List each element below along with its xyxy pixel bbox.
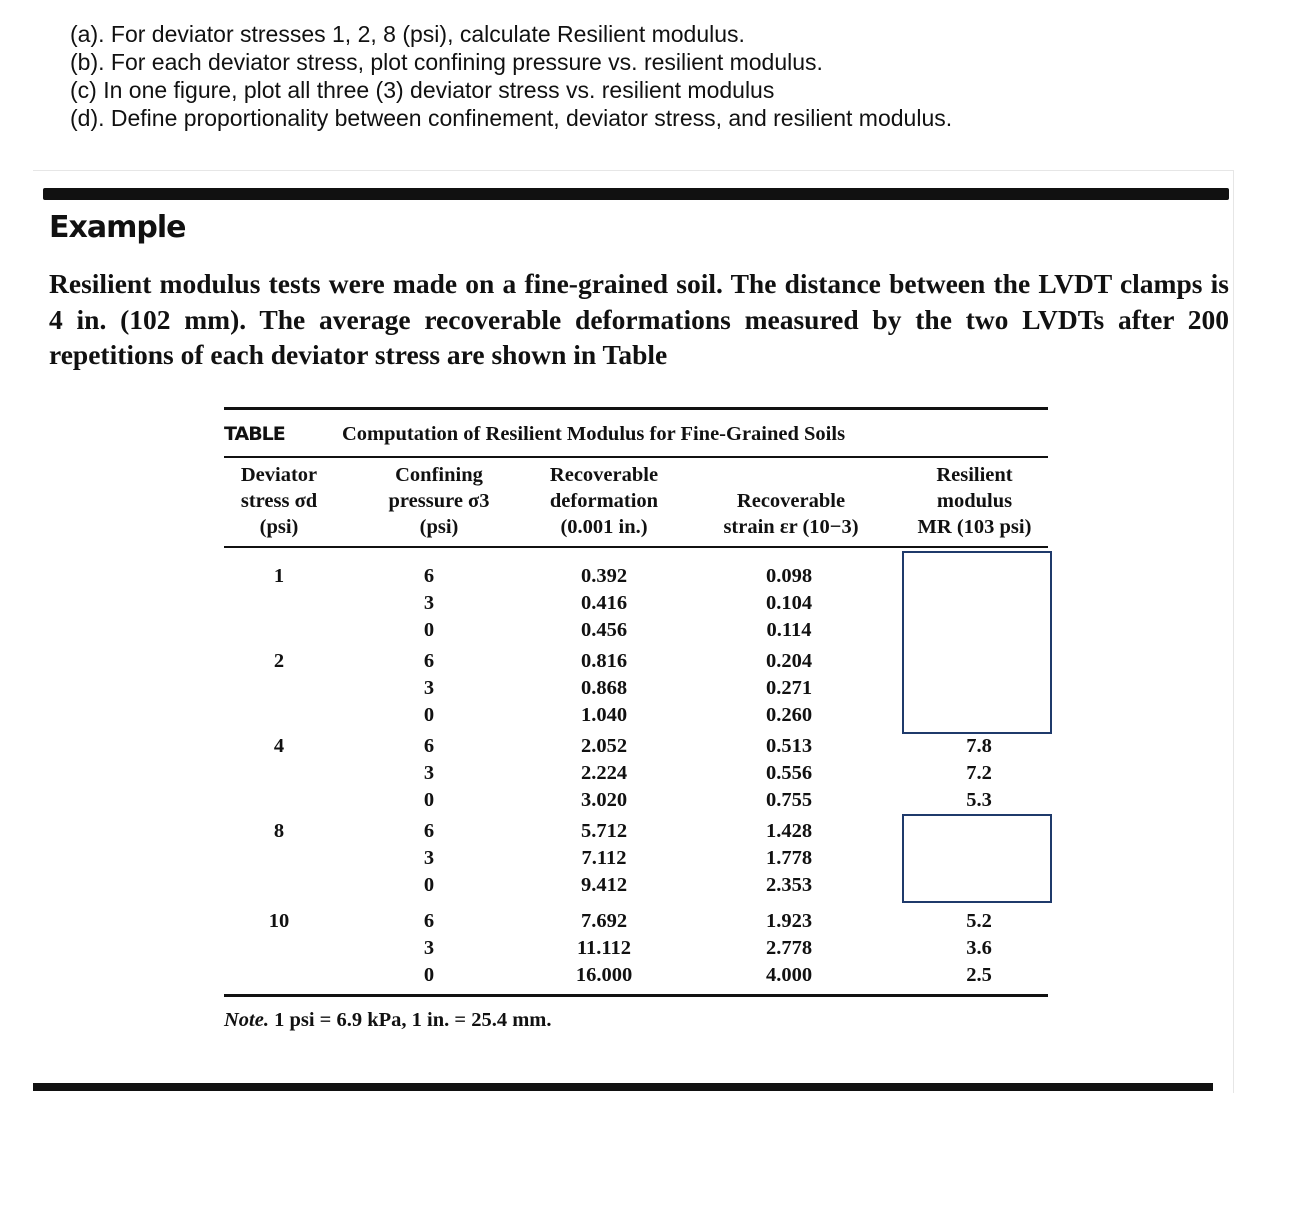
example-intro: Resilient modulus tests were made on a fine-grained soil. The distance between the LVDT clamps is 4 in. (102 mm). The average recoverable deformations measured by the two LVDTs after 200 repetitions of each deviator stress are shown in Table	[49, 268, 1229, 370]
example-title: Example	[49, 210, 186, 245]
confining-cell: 6	[423, 820, 435, 842]
confining-cell: 3	[423, 762, 435, 784]
header-recoverable-deformation	[524, 462, 684, 540]
modulus-cell: 7.8	[966, 735, 992, 757]
modulus-cell: 5.2	[966, 910, 992, 932]
header-deviator-stress	[224, 462, 334, 540]
header-line: Resilient	[936, 464, 1013, 486]
strain-cell: 1.778	[765, 847, 813, 869]
header-line: Recoverable	[549, 464, 659, 486]
strain-cell: 1.428	[765, 820, 813, 842]
deformation-cell: 2.052	[580, 735, 628, 757]
modulus-cell: 2.5	[966, 964, 992, 986]
question-b: (b). For each deviator stress, plot confining pressure vs. resilient modulus.	[70, 49, 823, 75]
confining-cell: 3	[423, 592, 435, 614]
table-label: TABLE	[224, 423, 285, 445]
confining-cell: 6	[423, 565, 435, 587]
resilient-modulus-table	[224, 405, 1048, 1031]
confining-cell: 0	[423, 704, 435, 726]
header-confining-pressure	[374, 462, 504, 540]
strain-cell: 0.204	[765, 650, 813, 672]
header-line: stress σd	[240, 490, 318, 512]
header-line: Recoverable	[736, 490, 846, 512]
header-line: Confining	[395, 464, 483, 486]
deformation-cell: 7.692	[580, 910, 628, 932]
strain-cell: 2.353	[765, 874, 813, 896]
header-line: Deviator	[240, 464, 318, 486]
confining-cell: 0	[423, 874, 435, 896]
header-line: pressure σ3	[388, 490, 490, 512]
strain-cell: 1.923	[765, 910, 813, 932]
table-caption: Computation of Resilient Modulus for Fine-Grained Soils	[342, 423, 846, 445]
note-text: 1 psi = 6.9 kPa, 1 in. = 25.4 mm.	[274, 1009, 552, 1031]
strain-cell: 0.098	[765, 565, 813, 587]
deformation-cell: 7.112	[581, 847, 627, 869]
header-line: strain εr (10−3)	[723, 516, 859, 538]
deformation-cell: 5.712	[580, 820, 628, 842]
confining-cell: 3	[423, 937, 435, 959]
top-rule	[43, 188, 1229, 200]
modulus-cell: 5.3	[966, 789, 992, 811]
confining-cell: 0	[423, 964, 435, 986]
confining-cell: 6	[423, 910, 435, 932]
header-line: modulus	[936, 490, 1013, 512]
table-note	[224, 1009, 551, 1032]
deviator-stress-cell: 4	[273, 735, 285, 757]
strain-cell: 2.778	[765, 937, 813, 959]
header-recoverable-strain	[711, 488, 871, 540]
header-line: (psi)	[419, 516, 459, 538]
confining-cell: 0	[423, 619, 435, 641]
modulus-cell: 3.6	[966, 937, 992, 959]
deformation-cell: 16.000	[575, 964, 633, 986]
answer-box-deviator-8[interactable]	[902, 814, 1052, 903]
confining-cell: 3	[423, 847, 435, 869]
deformation-cell: 0.816	[580, 650, 628, 672]
deformation-cell: 0.416	[580, 592, 628, 614]
question-c: (c) In one figure, plot all three (3) deviator stress vs. resilient modulus	[70, 77, 775, 103]
strain-cell: 0.556	[765, 762, 813, 784]
deformation-cell: 2.224	[580, 762, 628, 784]
modulus-cell: 7.2	[966, 762, 992, 784]
strain-cell: 4.000	[765, 964, 813, 986]
strain-cell: 0.755	[765, 789, 813, 811]
table-rule	[224, 407, 1048, 410]
deviator-stress-cell: 1	[273, 565, 285, 587]
deviator-stress-cell: 10	[268, 910, 290, 932]
table-rule	[224, 994, 1048, 997]
deviator-stress-cell: 8	[273, 820, 285, 842]
question-d: (d). Define proportionality between confinement, deviator stress, and resilient modulus.	[70, 105, 953, 131]
deformation-cell: 3.020	[580, 789, 628, 811]
confining-cell: 3	[423, 677, 435, 699]
bottom-rule	[33, 1083, 1213, 1091]
note-label: Note.	[224, 1009, 269, 1031]
deformation-cell: 0.392	[580, 565, 628, 587]
header-line: (psi)	[259, 516, 299, 538]
confining-cell: 0	[423, 789, 435, 811]
header-line: MR (103 psi)	[917, 516, 1032, 538]
assignment-questions	[70, 20, 952, 132]
deformation-cell: 0.456	[580, 619, 628, 641]
strain-cell: 0.104	[765, 592, 813, 614]
strain-cell: 0.271	[765, 677, 813, 699]
header-line: deformation	[549, 490, 659, 512]
deformation-cell: 1.040	[580, 704, 628, 726]
deformation-cell: 9.412	[580, 874, 628, 896]
header-resilient-modulus	[907, 462, 1042, 540]
strain-cell: 0.114	[766, 619, 812, 641]
confining-cell: 6	[423, 735, 435, 757]
deformation-cell: 11.112	[576, 937, 632, 959]
table-rule	[224, 456, 1048, 458]
header-line: (0.001 in.)	[560, 516, 648, 538]
strain-cell: 0.513	[765, 735, 813, 757]
answer-box-deviator-1-2[interactable]	[902, 551, 1052, 734]
question-a: (a). For deviator stresses 1, 2, 8 (psi), calculate Resilient modulus.	[70, 21, 745, 47]
table-rule	[224, 546, 1048, 548]
confining-cell: 6	[423, 650, 435, 672]
deformation-cell: 0.868	[580, 677, 628, 699]
deviator-stress-cell: 2	[273, 650, 285, 672]
strain-cell: 0.260	[765, 704, 813, 726]
